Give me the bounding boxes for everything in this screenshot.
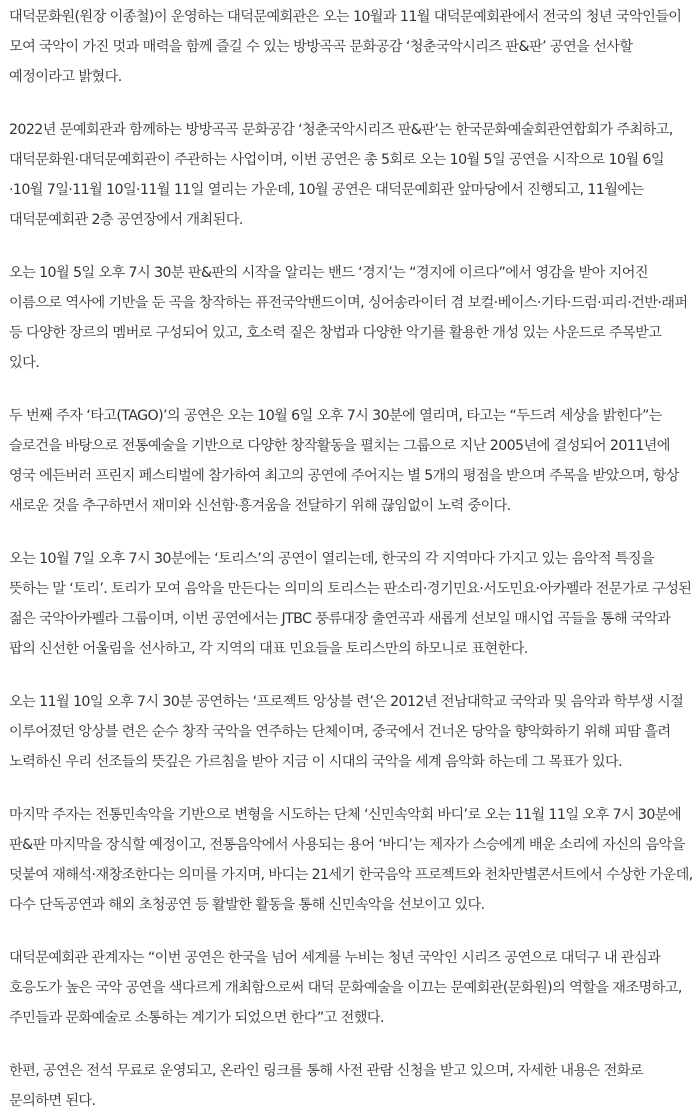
paragraph-badi: 마지막 주자는 전통민속악을 기반으로 변형을 시도하는 단체 ‘신민속악회 바디’로 오는 11월 11일 오후 7시 30분에 판&판 마지막을 장식할 예정이고, 전통음악에서 사용되는 용어 ‘바디’는 제자가 스승에게 배운 소리에 자신의 음악을 덧붙여 재해석·재창조한다는 의미를 가지며, 바디는 21세기 한국음악 프로젝트와 천차만별콘서트에서 수상한 가운데, 다수 단독공연과 해외 초청공연 등 활발한 활동을 통해 신민속악을 선보이고 있다.: [9, 807, 693, 913]
paragraph-ensemble-ryeon: 오는 11월 10일 오후 7시 30분 공연하는 ‘프로젝트 앙상블 련’은 2012년 전남대학교 국악과 및 음악과 학부생 시절 이루어졌던 앙상블 련은 순수 창작 국악을 연주하는 단체이며, 중국에서 건너온 당악을 향악화하기 위해 피땀 흘려 노력하신 우리 선조들의 뜻깊은 가르침을 받아 지금 이 시대의 국악을 세계 음악화 하는데 그 목표가 있다.: [9, 694, 684, 770]
paragraph-toris: 오는 10월 7일 오후 7시 30분에는 ‘토리스’의 공연이 열리는데, 한국의 각 지역마다 가지고 있는 음악적 특징을 뜻하는 말 ‘토리’. 토리가 모여 음악을 만든다는 의미의 토리스는 판소리·경기민요·서도민요·아카펠라 전문가로 구성된 젊은 국악아카펠라 그룹이며, 이번 공연에서는 JTBC 풍류대장 출연곡과 새롭게 선보일 매시업 곡들을 통해 국악과 팝의 신선한 어울림을 선사하고, 각 지역의 대표 민요들을 토리스만의 하모니로 표현한다.: [9, 551, 692, 657]
paragraph-official-quote: 대덕문예회관 관계자는 “이번 공연은 한국을 넘어 세계를 누비는 청년 국악인 시리즈 공연으로 대덕구 내 관심과 호응도가 높은 국악 공연을 색다르게 개최함으로써 대덕 문화예술을 이끄는 문예회관(문화원)의 역할을 재조명하고, 주민들과 문화예술로 소통하는 계기가 되었으면 한다”고 전했다.: [9, 950, 682, 1026]
paragraph-program-overview: 2022년 문예회관과 함께하는 방방곡곡 문화공감 ‘청춘국악시리즈 판&판’는 한국문화예술회관연합회가 주최하고, 대덕문화원·대덕문예회관이 주관하는 사업이며, 이번 공연은 총 5회로 오는 10월 5일 공연을 시작으로 10월 6일·10월 7일·11월 10일·11월 11일 열리는 가운데, 10월 공연은 대덕문예회관 앞마당에서 진행되고, 11월에는 대덕문예회관 2층 공연장에서 개최된다.: [9, 122, 673, 228]
paragraph-tago: 두 번째 주자 ‘타고(TAGO)’의 공연은 오는 10월 6일 오후 7시 30분에 열리며, 타고는 “두드려 세상을 밝힌다”는 슬로건을 바탕으로 전통예술을 기반으로 다양한 창작활동을 펼치는 그룹으로 지난 2005년에 결성되어 2011년에 영국 에든버러 프린지 페스티벌에 참가하여 최고의 공연에 주어지는 별 5개의 평점을 받으며 주목을 받았으며, 항상 새로운 것을 추구하면서 재미와 신선함·흥겨움을 전달하기 위해 끊임없이 노력 중이다.: [9, 408, 679, 514]
paragraph-gyeongji: 오는 10월 5일 오후 7시 30분 판&판의 시작을 알리는 밴드 ‘경지’는 “경지에 이르다”에서 영감을 받아 지어진 이름으로 역사에 기반을 둔 곡을 창작하는 퓨전국악밴드이며, 싱어송라이터 겸 보컬·베이스·기타·드럼·피리·건반·래퍼 등 다양한 장르의 멤버로 구성되어 있고, 호소력 짙은 창법과 다양한 악기를 활용한 개성 있는 사운드로 주목받고 있다.: [9, 265, 688, 371]
paragraph-intro: 대덕문화원(원장 이종철)이 운영하는 대덕문예회관은 오는 10월과 11월 대덕문예회관에서 전국의 청년 국악인들이 모여 국악이 가진 멋과 매력을 함께 즐길 수 있는 방방곡곡 문화공감 ‘청춘국악시리즈 판&판’ 공연을 선사할 예정이라고 밝혔다.: [9, 9, 682, 85]
paragraph-admission-info: 한편, 공연은 전석 무료로 운영되고, 온라인 링크를 통해 사전 관람 신청을 받고 있으며, 자세한 내용은 전화로 문의하면 된다.: [9, 1063, 643, 1109]
